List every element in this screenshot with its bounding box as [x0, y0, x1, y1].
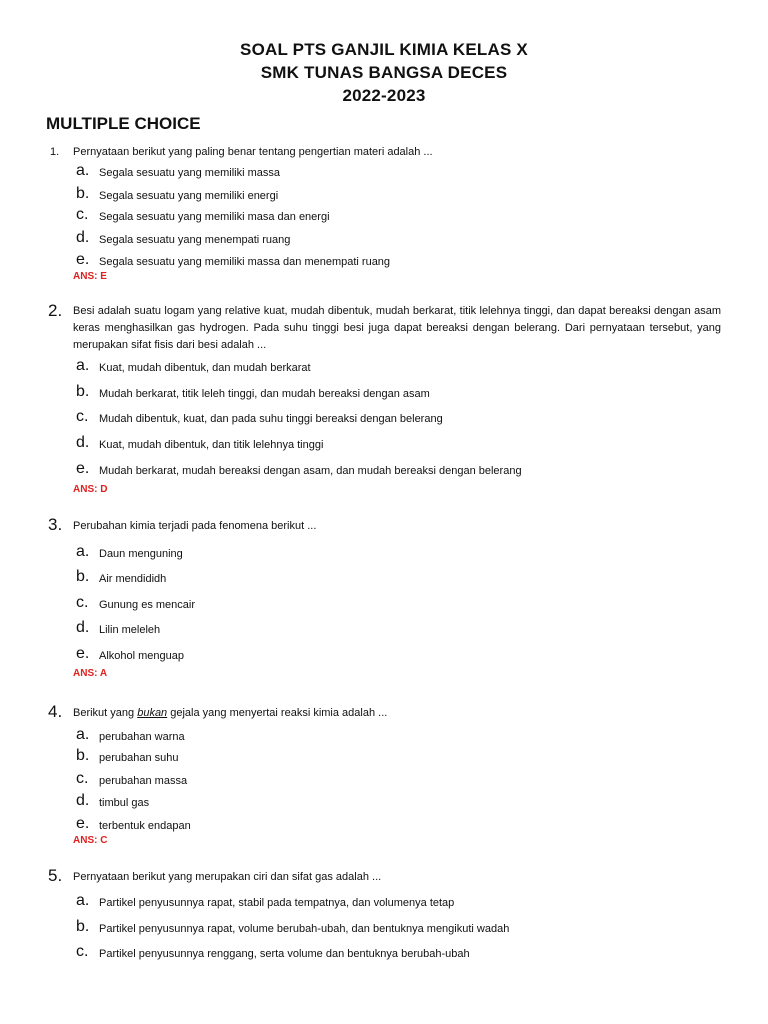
- question-number: 4.: [48, 702, 63, 721]
- option-letter: a.: [76, 726, 90, 743]
- option-text: Lilin meleleh: [99, 624, 161, 636]
- option-text: Segala sesuatu yang menempati ruang: [99, 234, 291, 246]
- option-text: Gunung es mencair: [99, 599, 195, 611]
- answer-key: ANS: D: [73, 484, 108, 495]
- option-text: timbul gas: [99, 797, 150, 809]
- document-header: [0, 38, 768, 107]
- option-letter: e.: [76, 460, 90, 477]
- question-number: 2.: [48, 301, 63, 320]
- option-letter: d.: [76, 792, 90, 809]
- option-letter: b.: [76, 383, 90, 400]
- option-text: perubahan massa: [99, 775, 188, 787]
- option-text: terbentuk endapan: [99, 820, 191, 832]
- section-title: MULTIPLE CHOICE: [46, 114, 201, 133]
- option-letter: c.: [76, 943, 89, 960]
- option-letter: d.: [76, 619, 90, 636]
- option-text: Kuat, mudah dibentuk, dan titik lelehnya tinggi: [99, 439, 324, 451]
- option-letter: b.: [76, 185, 90, 202]
- option-letter: c.: [76, 408, 89, 425]
- option-text: Mudah berkarat, mudah bereaksi dengan asam, dan mudah bereaksi dengan belerang: [99, 465, 522, 477]
- question-number: 3.: [48, 515, 63, 534]
- option-letter: a.: [76, 892, 90, 909]
- option-text: Kuat, mudah dibentuk, dan mudah berkarat: [99, 362, 311, 374]
- option-text: Alkohol menguap: [99, 650, 185, 662]
- option-text: Daun menguning: [99, 548, 183, 560]
- option-text: Mudah berkarat, titik leleh tinggi, dan mudah bereaksi dengan asam: [99, 388, 430, 400]
- option-text: Partikel penyusunnya rapat, volume berubah-ubah, dan bentuknya mengikuti wadah: [99, 923, 510, 935]
- question-text: Perubahan kimia terjadi pada fenomena berikut ...: [73, 520, 317, 532]
- answer-key: ANS: C: [73, 835, 108, 846]
- question-emphasis: bukan: [137, 707, 168, 719]
- option-letter: b.: [76, 918, 90, 935]
- option-text: Air mendididh: [99, 573, 167, 585]
- question-text-after: gejala yang menyertai reaksi kimia adalah ...: [167, 707, 388, 719]
- option-text: Mudah dibentuk, kuat, dan pada suhu tinggi bereaksi dengan belerang: [99, 413, 443, 425]
- option-text: Partikel penyusunnya rapat, stabil pada tempatnya, dan volumenya tetap: [99, 897, 455, 909]
- question-text-before: Berikut yang: [73, 707, 138, 719]
- option-text: perubahan warna: [99, 731, 185, 743]
- option-text: Segala sesuatu yang memiliki massa: [99, 167, 280, 179]
- option-letter: c.: [76, 594, 89, 611]
- option-text: Segala sesuatu yang memiliki masa dan energi: [99, 211, 330, 223]
- option-letter: a.: [76, 162, 90, 179]
- option-letter: b.: [76, 568, 90, 585]
- option-letter: a.: [76, 357, 90, 374]
- question-text: Besi adalah suatu logam yang relative kuat, mudah dibentuk, mudah berkarat, titik lelehnya tinggi, dan dapat bereaksi dengan asam keras menghasilkan gas hydrogen. Pada suhu tinggi besi juga dapat bereaksi dengan belerang. Dari pernyataan tersebut, yang merupakan sifat fisis dari besi adalah ...: [73, 305, 721, 351]
- option-letter: c.: [76, 770, 89, 787]
- option-letter: c.: [76, 206, 89, 223]
- question-text: Pernyataan berikut yang merupakan ciri dan sifat gas adalah ...: [73, 871, 382, 883]
- option-text: Partikel penyusunnya renggang, serta volume dan bentuknya berubah-ubah: [99, 948, 470, 960]
- question-text: Pernyataan berikut yang paling benar tentang pengertian materi adalah ...: [73, 146, 433, 158]
- answer-key: ANS: A: [73, 668, 108, 679]
- option-text: Segala sesuatu yang memiliki massa dan menempati ruang: [99, 256, 391, 268]
- question-number: 1.: [50, 146, 60, 158]
- option-letter: b.: [76, 747, 90, 764]
- question-text: [73, 707, 387, 719]
- option-text: Segala sesuatu yang memiliki energi: [99, 190, 279, 202]
- option-letter: e.: [76, 251, 90, 268]
- option-letter: d.: [76, 434, 90, 451]
- option-letter: e.: [76, 815, 90, 832]
- option-letter: a.: [76, 543, 90, 560]
- option-text: perubahan suhu: [99, 752, 179, 764]
- header-year: 2022-2023: [342, 86, 426, 105]
- option-letter: e.: [76, 645, 90, 662]
- answer-key: ANS: E: [73, 271, 107, 282]
- option-letter: d.: [76, 229, 90, 246]
- header-school: SMK TUNAS BANGSA DECES: [260, 63, 508, 82]
- question-number: 5.: [48, 866, 63, 885]
- header-title: SOAL PTS GANJIL KIMIA KELAS X: [240, 40, 528, 59]
